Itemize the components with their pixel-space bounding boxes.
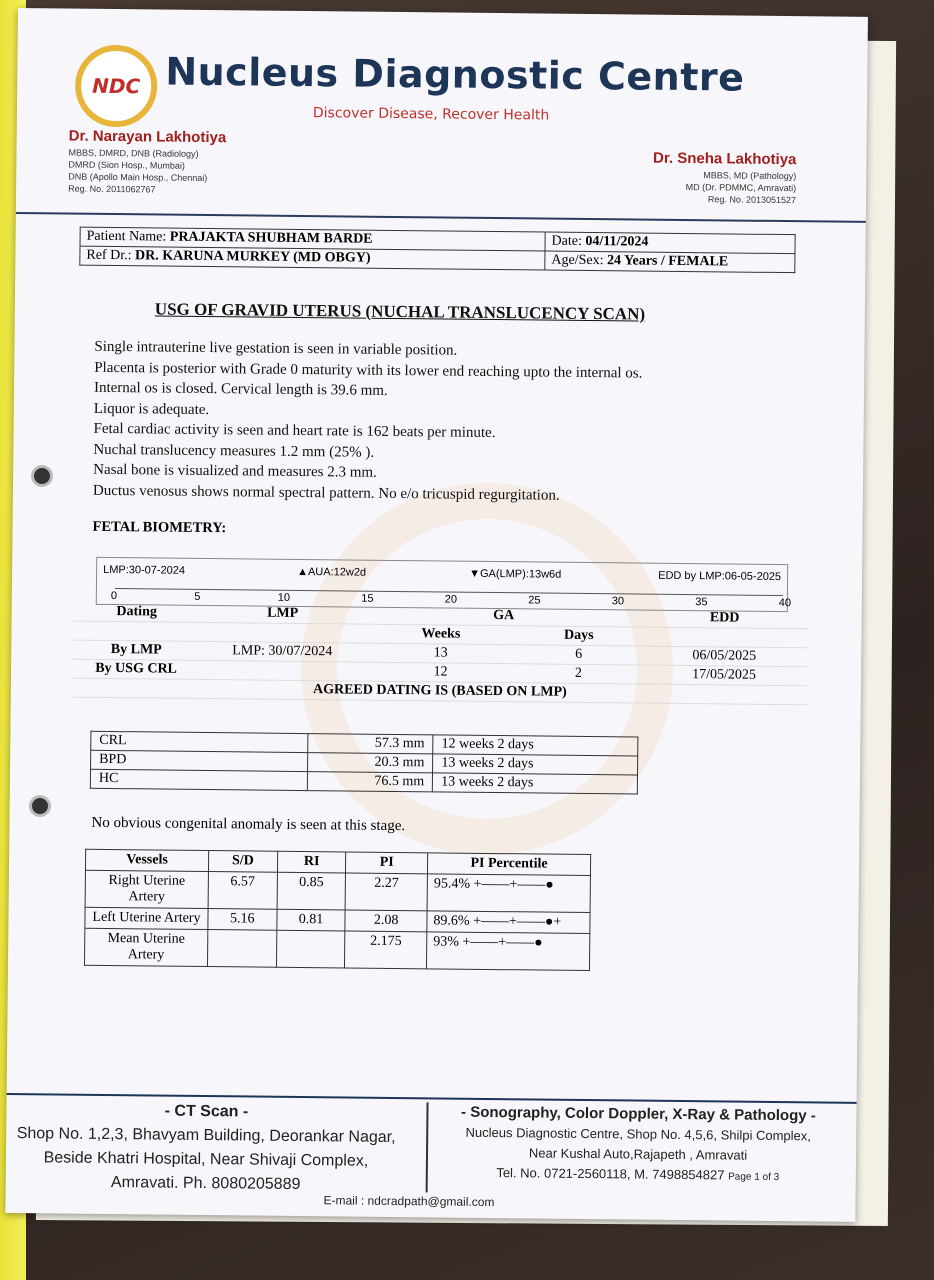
vessel-cell: 0.81: [277, 909, 346, 931]
vessel-cell: 0.85: [277, 872, 346, 910]
vessel-header: PI: [346, 852, 428, 874]
dating-cell: By LMP: [73, 640, 199, 660]
bio-cell: 20.3 mm: [308, 753, 433, 773]
pi-percentile: 93%: [433, 934, 459, 950]
agreed-dating: AGREED DATING IS (BASED ON LMP): [73, 678, 807, 705]
bio-cell: 13 weeks 2 days: [433, 754, 638, 775]
ref-dr-label: Ref Dr.:: [86, 247, 132, 264]
vessel-header: Vessels: [85, 849, 208, 871]
vessel-cell: 2.08: [345, 910, 427, 932]
sonography-block: [438, 1102, 839, 1188]
dating-header: EDD: [642, 609, 808, 629]
doctor-left: [68, 127, 226, 197]
table-row: [84, 928, 589, 970]
doctor-left-line: Reg. No. 2011062767: [68, 183, 156, 195]
tagline: Discover Disease, Recover Health: [312, 105, 550, 124]
ct-line: Shop No. 1,2,3, Bhavyam Building, Deorankar Nagar,: [16, 1125, 396, 1147]
centre-logo: [75, 45, 158, 128]
timeline-tick-label: 15: [361, 592, 374, 605]
vessel-cell: 2.175: [345, 931, 427, 969]
report-page: [5, 8, 868, 1222]
patient-name-label: Patient Name:: [86, 228, 167, 245]
dating-blank: [73, 621, 199, 641]
doctor-right-line: Reg. No. 2013051527: [707, 194, 797, 206]
timeline-aua: ▲AUA:12w2d: [297, 565, 367, 579]
vessel-cell: [426, 932, 589, 971]
dating-cell: [199, 660, 365, 681]
timeline-tick-label: 30: [611, 595, 625, 608]
doctor-left-line: DNB (Apollo Main Hosp., Chennai): [68, 171, 208, 183]
finding-line: Nuchal translucency measures 1.2 mm (25% ).: [93, 441, 375, 461]
percentile-bar-icon: +——+——●+: [473, 913, 562, 930]
sono-phone: Tel. No. 0721-2560118, M. 7498854827: [496, 1165, 725, 1183]
timeline-tick-label: 5: [194, 590, 201, 603]
table-row: [85, 870, 590, 912]
dating-subheader: Weeks: [365, 624, 516, 645]
date-label: Date:: [551, 233, 582, 249]
sono-title: - Sonography, Color Doppler, X-Ray & Pathology -: [460, 1103, 816, 1125]
finding-line: Single intrauterine live gestation is seen in variable position.: [94, 338, 458, 359]
biometry-table: [90, 731, 639, 795]
centre-name: Nucleus Diagnostic Centre: [165, 49, 745, 100]
dating-blank: [641, 627, 807, 648]
dating-cell: 13: [365, 643, 516, 664]
ref-dr: DR. KARUNA MURKEY (MD OBGY): [134, 248, 371, 266]
timeline-ga: ▼GA(LMP):13w6d: [469, 567, 562, 581]
anomaly-note: No obvious congenital anomaly is seen at this stage.: [91, 814, 406, 835]
vessel-cell: Mean Uterine Artery: [84, 928, 207, 966]
logo-text: NDC: [92, 73, 141, 99]
dating-header: Dating: [74, 603, 200, 623]
finding-line: Internal os is closed. Cervical length is 39.6 mm.: [93, 379, 388, 399]
dating-header: LMP: [200, 604, 366, 624]
email: E-mail : ndcradpath@gmail.com: [323, 1193, 495, 1210]
timeline-tick-label: 35: [695, 596, 708, 609]
timeline-lmp: LMP:30-07-2024: [103, 563, 186, 577]
biometry-heading: FETAL BIOMETRY:: [92, 518, 227, 537]
vessel-cell: 5.16: [208, 909, 277, 931]
doctor-left-line: MBBS, DMRD, DNB (Radiology): [68, 147, 199, 159]
vessel-cell: 2.27: [346, 873, 428, 911]
sono-line: Nucleus Diagnostic Centre, Shop No. 4,5,6, Shilpi Complex,: [465, 1124, 812, 1144]
doctor-right-line: MBBS, MD (Pathology): [703, 170, 797, 182]
agesex: 24 Years / FEMALE: [606, 253, 729, 270]
bio-cell: 13 weeks 2 days: [433, 773, 638, 794]
dating-cell: 06/05/2025: [641, 646, 807, 667]
agesex-label: Age/Sex:: [551, 252, 604, 269]
vessel-cell: Left Uterine Artery: [85, 907, 208, 929]
doctor-right-line: MD (Dr. PDMMC, Amravati): [685, 182, 797, 194]
timeline-tick-label: 0: [110, 590, 118, 603]
header-divider: [16, 212, 866, 223]
timeline-edd: EDD by LMP:06-05-2025: [658, 569, 782, 584]
dating-cell: 12: [365, 662, 516, 683]
timeline-tick-label: 40: [778, 597, 792, 610]
dating-subheader: Days: [516, 626, 641, 646]
footer-separator: [426, 1102, 429, 1192]
percentile-bar-icon: +——+——●: [473, 876, 554, 893]
doctor-right: [653, 149, 797, 206]
dating-cell: 6: [516, 645, 641, 665]
patient-name: PRAJAKTA SHUBHAM BARDE: [169, 229, 373, 247]
ref-dr-cell: [80, 246, 545, 270]
finding-line: Liquor is adequate.: [93, 400, 210, 418]
pi-percentile: 95.4%: [433, 876, 471, 892]
report-title: USG OF GRAVID UTERUS (NUCHAL TRANSLUCENCY SCAN): [154, 299, 646, 324]
timeline-tick-label: 20: [444, 593, 458, 606]
vessel-cell: [207, 930, 276, 968]
dating-cell: 17/05/2025: [641, 665, 807, 686]
finding-line: Fetal cardiac activity is seen and heart rate is 162 beats per minute.: [93, 420, 496, 442]
finding-line: Placenta is posterior with Grade 0 maturity with its lower end reaching upto the internal os.: [94, 359, 643, 382]
bio-cell: 12 weeks 2 days: [433, 735, 638, 756]
finding-line: Nasal bone is visualized and measures 2.3 mm.: [93, 461, 377, 481]
timeline-tick-label: 10: [277, 591, 291, 604]
timeline-tick-label: 25: [528, 594, 541, 607]
doctor-left-line: DMRD (Sion Hosp., Mumbai): [68, 159, 185, 171]
page-number: Page 1 of 3: [728, 1171, 780, 1184]
patient-info-table: [79, 227, 795, 273]
agesex-cell: [545, 251, 795, 273]
bio-cell: CRL: [91, 731, 308, 752]
binder-ring: [34, 468, 50, 484]
pi-percentile: 89.6%: [433, 913, 470, 929]
vessel-header: PI Percentile: [427, 853, 590, 876]
ct-line: Beside Khatri Hospital, Near Shivaji Complex,: [43, 1149, 369, 1170]
report-date: 04/11/2024: [585, 233, 649, 250]
vessel-cell: [427, 911, 590, 934]
date-cell: [545, 232, 795, 254]
dating-table: [73, 603, 808, 706]
binder-ring: [32, 798, 48, 814]
bio-cell: BPD: [91, 750, 308, 771]
vessel-cell: [427, 874, 590, 913]
vessel-header: S/D: [208, 851, 277, 873]
dating-cell: LMP: 30/07/2024: [199, 641, 365, 662]
bio-cell: 57.3 mm: [308, 734, 433, 754]
dating-cell: 2: [516, 664, 641, 684]
doctor-left-name: Dr. Narayan Lakhotiya: [68, 127, 227, 147]
sono-line: Near Kushal Auto,Rajapeth , Amravati: [528, 1145, 748, 1163]
doctor-right-name: Dr. Sneha Lakhotiya: [652, 149, 797, 169]
dating-cell: By USG CRL: [73, 659, 199, 679]
sono-line: [438, 1162, 838, 1188]
findings: [93, 337, 643, 507]
vessel-cell: [276, 930, 345, 968]
ct-title: - CT Scan -: [164, 1102, 249, 1121]
ct-scan-block: [6, 1098, 407, 1198]
vessel-header: RI: [277, 851, 346, 873]
dating-blank: [199, 622, 365, 643]
ct-line: Amravati. Ph. 8080205889: [110, 1174, 301, 1194]
vessel-cell: Right Uterine Artery: [85, 870, 208, 908]
percentile-bar-icon: +——+——●: [462, 934, 543, 951]
bio-cell: HC: [90, 769, 307, 790]
footer: [5, 1098, 856, 1222]
vessels-table: [84, 849, 591, 971]
vessel-cell: 6.57: [208, 872, 277, 910]
finding-line: Ductus venosus shows normal spectral pattern. No e/o tricuspid regurgitation.: [92, 482, 560, 504]
dating-header: GA: [366, 606, 642, 627]
bio-cell: 76.5 mm: [307, 772, 432, 792]
